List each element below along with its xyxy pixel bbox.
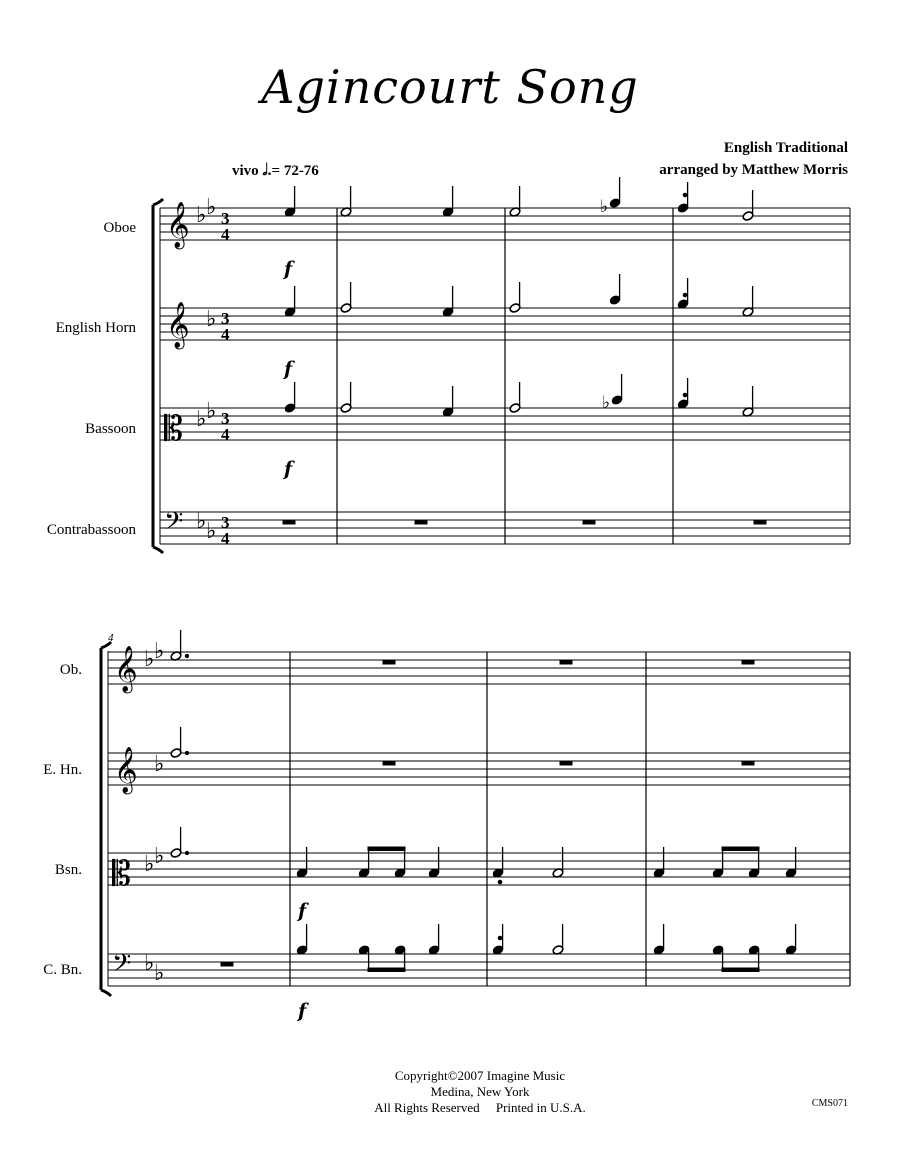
- instrument-label-contrabassoon: Contrabassoon: [46, 522, 136, 538]
- printed-text: Printed in U.S.A.: [495, 1100, 586, 1115]
- instrument-label-e-hn: E. Hn.: [43, 762, 82, 778]
- svg-text:4: 4: [221, 529, 230, 548]
- bass-clef-icon: 𝄢: [112, 950, 132, 983]
- dynamic-forte: f: [298, 1000, 307, 1022]
- svg-text:4: 4: [221, 425, 230, 444]
- svg-text:♭: ♭: [600, 197, 609, 216]
- rights-text: All Rights Reserved: [374, 1100, 480, 1115]
- staff-bassoon: [108, 853, 850, 885]
- copyright-line: Copyright©2007 Imagine Music: [394, 1068, 566, 1083]
- flat-icon: ♭: [154, 960, 165, 985]
- treble-clef-icon: 𝄞: [114, 646, 138, 691]
- svg-text:3: 3: [221, 309, 230, 328]
- flat-icon: ♭: [206, 306, 217, 331]
- catalog-number: CMS071: [811, 1098, 848, 1109]
- svg-text:3: 3: [221, 513, 230, 532]
- measure-number: 4: [108, 632, 114, 644]
- svg-text:4: 4: [221, 325, 230, 344]
- svg-text:4: 4: [221, 225, 230, 244]
- svg-text:3: 3: [221, 209, 230, 228]
- flat-icon: ♭: [144, 851, 155, 876]
- tempo-value: = 72-76: [271, 163, 319, 179]
- page-title: Agincourt Song: [261, 60, 639, 114]
- location-line: Medina, New York: [430, 1084, 530, 1099]
- flat-icon: ♭: [196, 508, 207, 533]
- alto-clef-icon: 𝄡: [112, 856, 131, 893]
- flat-icon: ♭: [144, 950, 155, 975]
- dynamic-forte: f: [284, 458, 293, 480]
- alto-clef-icon: 𝄡: [164, 411, 183, 448]
- instrument-label-ob: Ob.: [59, 662, 82, 678]
- svg-text:3: 3: [221, 409, 230, 428]
- instrument-label-bassoon: Bassoon: [85, 421, 136, 437]
- dynamic-forte: f: [284, 358, 293, 380]
- arranger-line: arranged by Matthew Morris: [659, 162, 848, 178]
- treble-clef-icon: 𝄞: [166, 202, 190, 247]
- flat-icon: ♭: [154, 638, 165, 663]
- svg-text:♭: ♭: [602, 393, 611, 412]
- dynamic-forte: f: [298, 900, 307, 922]
- copyright-footer: [300, 1068, 660, 1116]
- flat-icon: ♭: [154, 843, 165, 868]
- treble-clef-icon: 𝄞: [114, 747, 138, 792]
- flat-icon: ♭: [196, 202, 207, 227]
- staff-english-horn: [108, 753, 850, 785]
- instrument-label-oboe: Oboe: [103, 220, 136, 236]
- treble-clef-icon: 𝄞: [166, 302, 190, 347]
- flat-icon: ♭: [154, 751, 165, 776]
- flat-icon: ♭: [196, 406, 207, 431]
- instrument-label-english-horn: English Horn: [55, 320, 136, 336]
- instrument-label-bsn: Bsn.: [54, 862, 82, 878]
- instrument-label-c-bn: C. Bn.: [43, 962, 82, 978]
- tempo-word: vivo: [232, 163, 259, 179]
- system-1: [153, 177, 850, 553]
- bass-clef-icon: 𝄢: [164, 508, 184, 541]
- rights-line: [300, 1100, 660, 1116]
- flat-icon: ♭: [206, 194, 217, 219]
- flat-icon: ♭: [206, 398, 217, 423]
- dotted-half-note-icon: 𝅗𝅥.: [262, 162, 272, 179]
- system-2: [101, 630, 850, 1022]
- composer-line: English Traditional: [723, 140, 848, 156]
- flat-icon: ♭: [206, 518, 217, 543]
- dynamic-forte: f: [284, 258, 293, 280]
- staff-oboe: [108, 652, 850, 684]
- flat-icon: ♭: [144, 646, 155, 671]
